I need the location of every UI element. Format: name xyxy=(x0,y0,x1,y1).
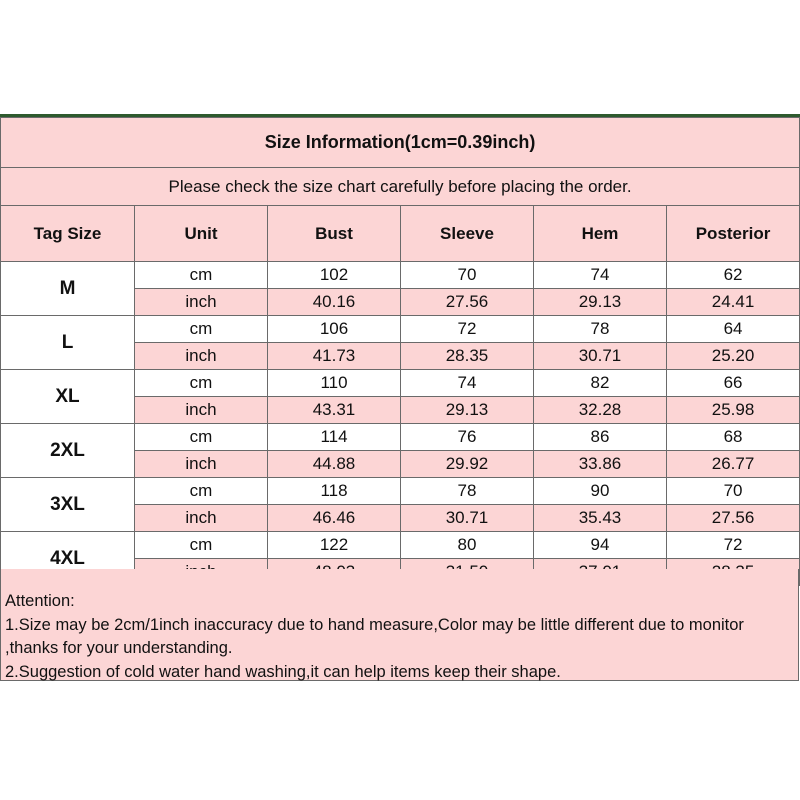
sleeve-cell: 27.56 xyxy=(401,289,534,316)
sleeve-cell: 74 xyxy=(401,370,534,397)
bust-cell: 43.31 xyxy=(268,397,401,424)
table-row xyxy=(1,478,800,505)
posterior-cell: 70 xyxy=(667,478,800,505)
size-rows xyxy=(1,262,800,586)
header-hem: Hem xyxy=(534,206,667,262)
attention-note-2: 2.Suggestion of cold water hand washing,it can help items keep their shape. xyxy=(5,662,561,681)
sleeve-cell: 29.13 xyxy=(401,397,534,424)
header-sleeve: Sleeve xyxy=(401,206,534,262)
bust-cell: 114 xyxy=(268,424,401,451)
unit-cell: inch xyxy=(135,343,268,370)
hem-cell: 30.71 xyxy=(534,343,667,370)
tag-size-cell: 4XL xyxy=(1,532,135,586)
sleeve-cell: 70 xyxy=(401,262,534,289)
attention-note-1: 1.Size may be 2cm/1inch inaccuracy due to hand measure,Color may be little different due to monitor ,thanks for your understanding. xyxy=(5,615,744,657)
posterior-cell: 27.56 xyxy=(667,505,800,532)
sleeve-cell: 76 xyxy=(401,424,534,451)
hem-cell: 35.43 xyxy=(534,505,667,532)
sleeve-cell: 30.71 xyxy=(401,505,534,532)
hem-cell: 90 xyxy=(534,478,667,505)
sleeve-cell: 80 xyxy=(401,532,534,559)
bust-cell: 122 xyxy=(268,532,401,559)
hem-cell: 82 xyxy=(534,370,667,397)
posterior-cell: 66 xyxy=(667,370,800,397)
header-posterior: Posterior xyxy=(667,206,800,262)
unit-cell: inch xyxy=(135,451,268,478)
header-bust: Bust xyxy=(268,206,401,262)
size-chart-table xyxy=(0,117,800,586)
unit-cell: cm xyxy=(135,424,268,451)
hem-cell: 94 xyxy=(534,532,667,559)
tag-size-cell: L xyxy=(1,316,135,370)
table-row xyxy=(1,424,800,451)
unit-cell: inch xyxy=(135,397,268,424)
unit-cell: cm xyxy=(135,316,268,343)
table-row xyxy=(1,370,800,397)
unit-cell: cm xyxy=(135,532,268,559)
header-row xyxy=(1,206,800,262)
table-row xyxy=(1,316,800,343)
posterior-cell: 64 xyxy=(667,316,800,343)
bust-cell: 40.16 xyxy=(268,289,401,316)
unit-cell: cm xyxy=(135,262,268,289)
posterior-cell: 72 xyxy=(667,532,800,559)
chart-title: Size Information(1cm=0.39inch) xyxy=(1,118,800,168)
posterior-cell: 68 xyxy=(667,424,800,451)
posterior-cell: 26.77 xyxy=(667,451,800,478)
hem-cell: 78 xyxy=(534,316,667,343)
posterior-cell: 25.98 xyxy=(667,397,800,424)
unit-cell: inch xyxy=(135,505,268,532)
bust-cell: 44.88 xyxy=(268,451,401,478)
tag-size-cell: XL xyxy=(1,370,135,424)
hem-cell: 86 xyxy=(534,424,667,451)
bust-cell: 118 xyxy=(268,478,401,505)
bust-cell: 46.46 xyxy=(268,505,401,532)
header-tag-size: Tag Size xyxy=(1,206,135,262)
unit-cell: inch xyxy=(135,289,268,316)
hem-cell: 32.28 xyxy=(534,397,667,424)
sleeve-cell: 72 xyxy=(401,316,534,343)
bust-cell: 106 xyxy=(268,316,401,343)
bust-cell: 41.73 xyxy=(268,343,401,370)
sleeve-cell: 28.35 xyxy=(401,343,534,370)
attention-heading: Attention: xyxy=(5,592,75,610)
unit-cell: cm xyxy=(135,370,268,397)
tag-size-cell: 3XL xyxy=(1,478,135,532)
hem-cell: 29.13 xyxy=(534,289,667,316)
tag-size-cell: M xyxy=(1,262,135,316)
sleeve-cell: 29.92 xyxy=(401,451,534,478)
sleeve-cell: 78 xyxy=(401,478,534,505)
bust-cell: 102 xyxy=(268,262,401,289)
hem-cell: 74 xyxy=(534,262,667,289)
table-row xyxy=(1,262,800,289)
hem-cell: 33.86 xyxy=(534,451,667,478)
table-row xyxy=(1,532,800,559)
header-unit: Unit xyxy=(135,206,268,262)
attention-notes xyxy=(0,569,799,681)
tag-size-cell: 2XL xyxy=(1,424,135,478)
unit-cell: cm xyxy=(135,478,268,505)
posterior-cell: 62 xyxy=(667,262,800,289)
bust-cell: 110 xyxy=(268,370,401,397)
posterior-cell: 24.41 xyxy=(667,289,800,316)
posterior-cell: 25.20 xyxy=(667,343,800,370)
chart-subtitle: Please check the size chart carefully before placing the order. xyxy=(1,168,800,206)
